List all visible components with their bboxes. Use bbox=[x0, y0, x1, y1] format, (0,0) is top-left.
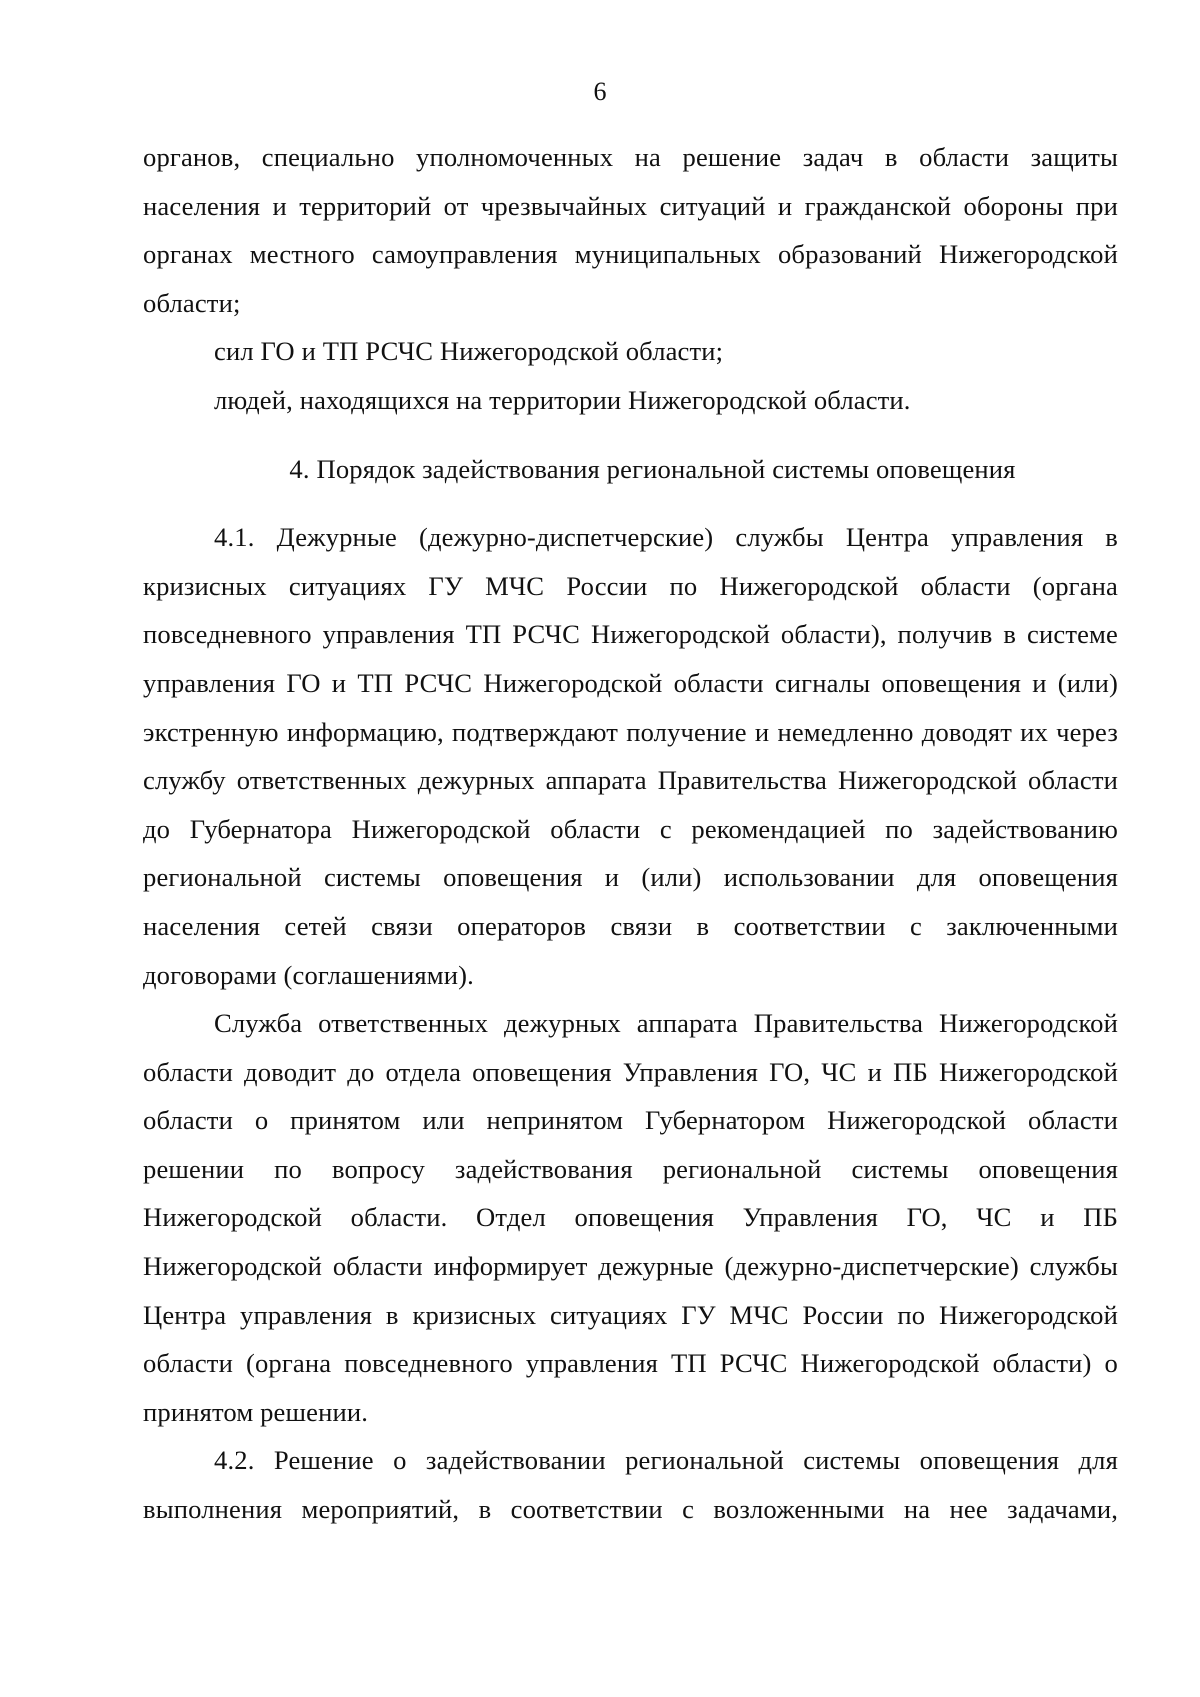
page-number: 6 bbox=[593, 77, 607, 106]
paragraph-list-item-organs: органов, специально уполномоченных на решение задач в области защиты населения и территорий от чрезвычайных ситуаций и гражданской обороны при органах местного самоуправления муниципальных образований Нижегородской области; bbox=[143, 142, 1118, 318]
document-body bbox=[143, 133, 1118, 1534]
section-heading: 4. Порядок задействования региональной системы оповещения bbox=[289, 453, 1016, 484]
paragraph-duty-service: Служба ответственных дежурных аппарата Правительства Нижегородской области доводит до отдела оповещения Управления ГО, ЧС и ПБ Нижегородской области о принятом или непринятом Губернатором Нижегородской области решении по вопросу задействования региональной системы оповещения Нижегородской области. Отдел оповещения Управления ГО, ЧС и ПБ Нижегородской области информирует дежурные (дежурно-диспетчерские) службы Центра управления в кризисных ситуациях ГУ МЧС России по Нижегородской области (органа повседневного управления ТП РСЧС Нижегородской области) о принятом решении. bbox=[143, 1008, 1118, 1427]
paragraph-4-1: 4.1. Дежурные (дежурно-диспетчерские) службы Центра управления в кризисных ситуациях ГУ МЧС России по Нижегородской области (органа повседневного управления ТП РСЧС Нижегородской области), получив в системе управления ГО и ТП РСЧС Нижегородской области сигналы оповещения и (или) экстренную информацию, подтверждают получение и немедленно доводят их через службу ответственных дежурных аппарата Правительства Нижегородской области до Губернатора Нижегородской области с рекомендацией по задействованию региональной системы оповещения и (или) использовании для оповещения населения сетей связи операторов связи в соответствии с заключенными договорами (соглашениями). bbox=[143, 522, 1118, 990]
paragraph-list-item-people: людей, находящихся на территории Нижегородской области. bbox=[214, 384, 911, 415]
paragraph-4-2: 4.2. Решение о задействовании региональной системы оповещения для выполнения мероприятий, в соответствии с возложенными на нее задачами, bbox=[143, 1445, 1118, 1525]
paragraph-list-item-forces: сил ГО и ТП РСЧС Нижегородской области; bbox=[214, 336, 724, 367]
